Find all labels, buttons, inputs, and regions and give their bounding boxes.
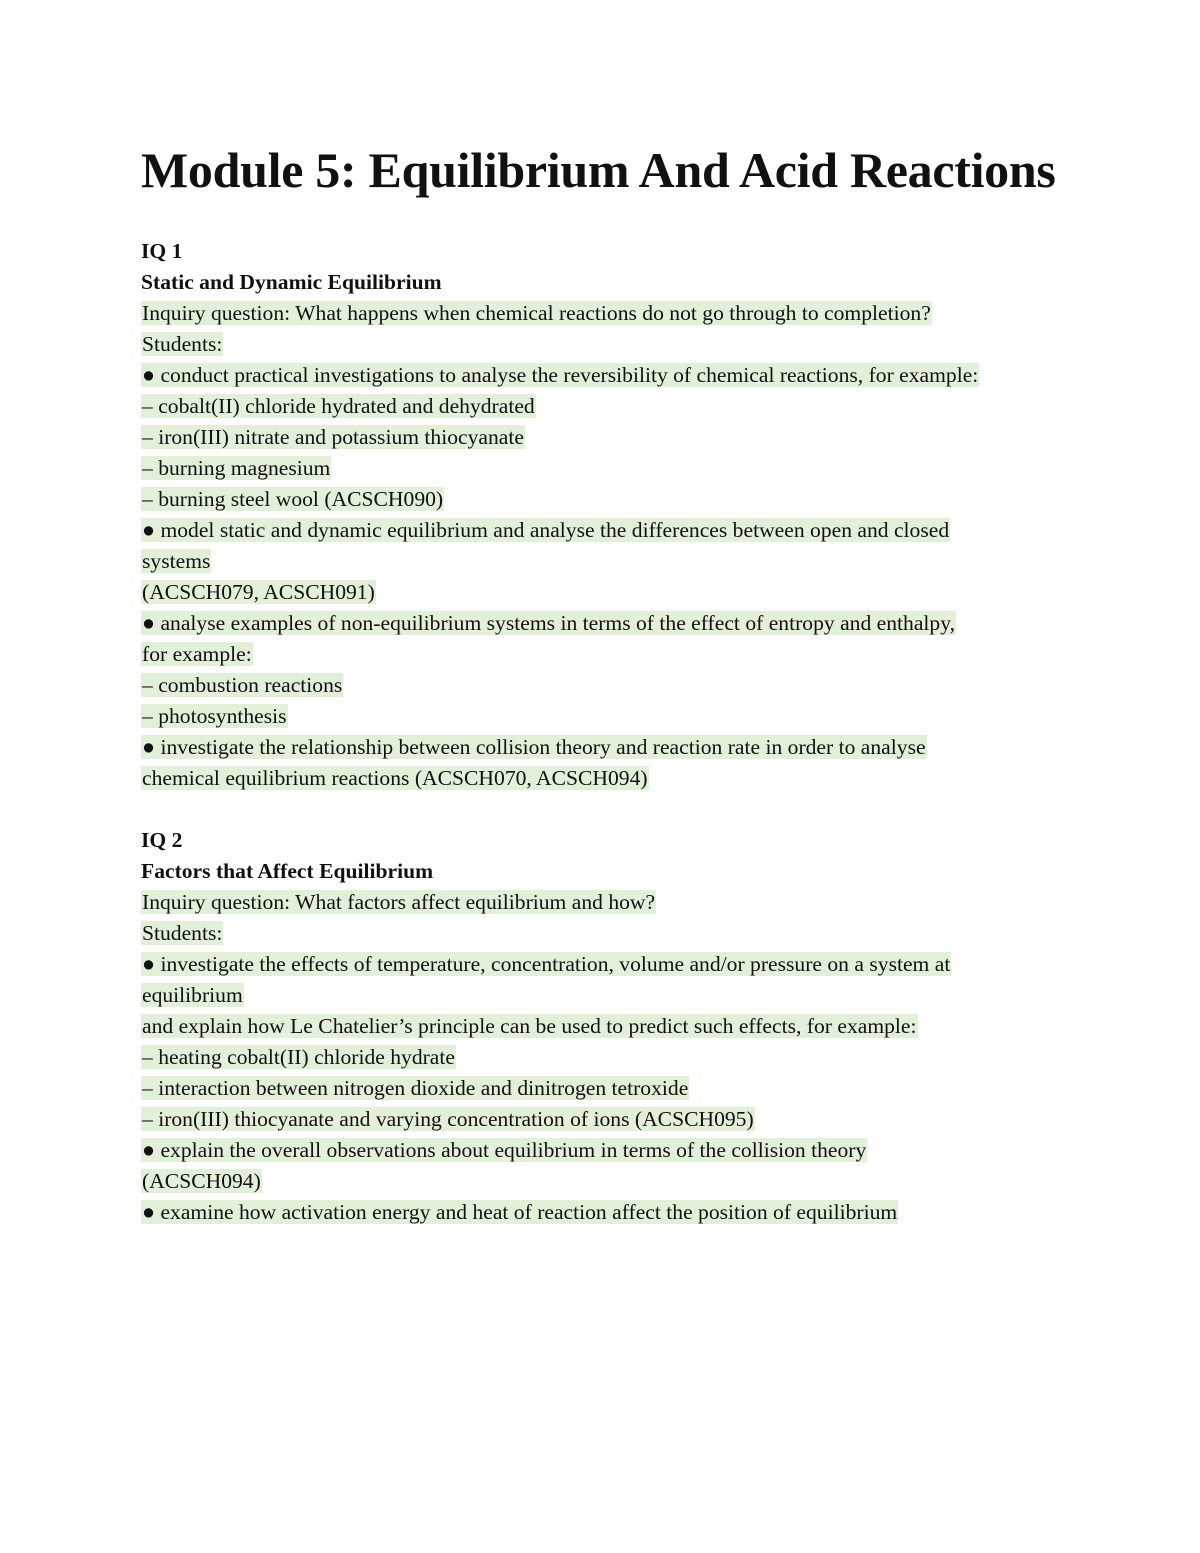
content-line: – burning magnesium [142, 456, 331, 480]
content-line: – burning steel wool (ACSCH090) [142, 487, 444, 511]
content-line: and explain how Le Chatelier’s principle can be used to predict such effects, for example: [142, 1014, 917, 1038]
content-line: ● investigate the relationship between collision theory and reaction rate in order to analyse [142, 735, 926, 759]
document-title: Module 5: Equilibrium And Acid Reactions [141, 142, 1056, 198]
students-label: Students: [142, 332, 223, 356]
document-page [141, 138, 1081, 1228]
content-line: ● examine how activation energy and heat of reaction affect the position of equilibrium [142, 1200, 898, 1224]
content-line: ● investigate the effects of temperature, concentration, volume and/or pressure on a system at [142, 952, 951, 976]
content-line: ● analyse examples of non-equilibrium systems in terms of the effect of entropy and enthalpy, [142, 611, 955, 635]
content-line: ● explain the overall observations about equilibrium in terms of the collision theory [142, 1138, 867, 1162]
content-line: ● conduct practical investigations to analyse the reversibility of chemical reactions, for example: [142, 363, 979, 387]
section-iq1 [141, 236, 1081, 794]
content-line: – iron(III) thiocyanate and varying concentration of ions (ACSCH095) [142, 1107, 754, 1131]
section-iq-label: IQ 1 [141, 239, 183, 263]
content-line: – iron(III) nitrate and potassium thiocyanate [142, 425, 524, 449]
content-line: – cobalt(II) chloride hydrated and dehydrated [142, 394, 535, 418]
content-line: – photosynthesis [142, 704, 287, 728]
students-label: Students: [142, 921, 223, 945]
content-line: (ACSCH094) [142, 1169, 261, 1193]
content-line: – heating cobalt(II) chloride hydrate [142, 1045, 455, 1069]
section-heading: Factors that Affect Equilibrium [141, 859, 434, 883]
content-line: for example: [142, 642, 252, 666]
section-heading: Static and Dynamic Equilibrium [141, 270, 442, 294]
content-line: systems [142, 549, 211, 573]
content-line: ● model static and dynamic equilibrium and analyse the differences between open and closed [142, 518, 950, 542]
section-iq2 [141, 825, 1081, 1228]
content-line: (ACSCH079, ACSCH091) [142, 580, 375, 604]
content-line: equilibrium [142, 983, 243, 1007]
inquiry-question: Inquiry question: What factors affect equilibrium and how? [142, 890, 656, 914]
inquiry-question: Inquiry question: What happens when chemical reactions do not go through to completion? [142, 301, 931, 325]
content-line: – combustion reactions [142, 673, 343, 697]
section-iq-label: IQ 2 [141, 828, 183, 852]
content-line: – interaction between nitrogen dioxide and dinitrogen tetroxide [142, 1076, 689, 1100]
content-line: chemical equilibrium reactions (ACSCH070, ACSCH094) [142, 766, 648, 790]
